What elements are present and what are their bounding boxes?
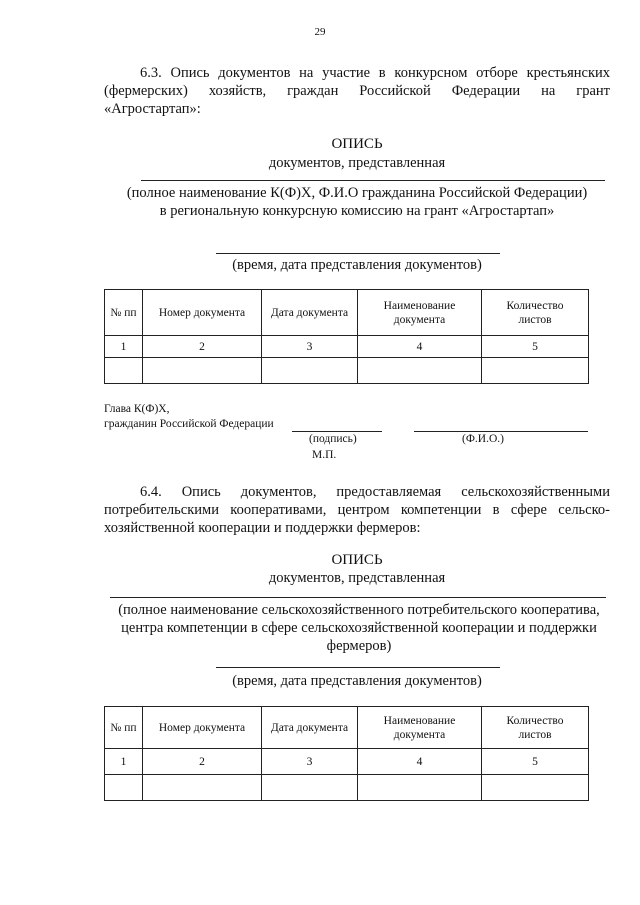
table-cell: 3 [262, 749, 358, 775]
section-6-4-heading [104, 483, 610, 537]
caption-line: (полное наименование сельскохозяйственного потребительского кооператива, [118, 602, 600, 618]
full-name-line [414, 431, 588, 432]
section-6-3-heading [104, 64, 610, 118]
signature-line [292, 431, 382, 432]
section-6-4-title: ОПИСЬ [331, 552, 383, 568]
heading-line: хозяйственной кооперации и поддержки фермеров: [104, 520, 421, 536]
table-row-empty [105, 775, 589, 801]
table-cell-empty [143, 775, 262, 801]
table-row-numbers [105, 749, 589, 775]
signature-label: (подпись) [309, 433, 357, 445]
section-6-3-time-caption: (время, дата представления документов) [232, 257, 482, 273]
table-cell-empty [482, 358, 589, 384]
entity-name-line [141, 180, 605, 181]
heading-line: «Агростартап»: [104, 101, 201, 117]
heading-line: 6.3. Опись документов на участие в конкурсном отборе крестьянских [140, 65, 610, 81]
signature-title-line2: гражданин Российской Федерации [104, 418, 274, 430]
table-cell: 3 [262, 336, 358, 358]
table-cell-empty [358, 775, 482, 801]
table-header-row [105, 707, 589, 749]
table-row-numbers [105, 336, 589, 358]
stamp-label: М.П. [312, 449, 337, 461]
table-cell: 4 [358, 749, 482, 775]
time-date-line [216, 667, 500, 668]
section-6-3-subtitle: документов, представленная [268, 155, 446, 171]
table-row-empty [105, 358, 589, 384]
heading-line: 6.4. Опись документов, предоставляемая сельскохозяйственными [140, 484, 610, 500]
section-6-3-caption [104, 184, 610, 220]
caption-line: центра компетенции в сфере сельскохозяйственной кооперации и поддержки [121, 620, 597, 636]
section-6-4-subtitle: документов, представленная [268, 570, 446, 586]
caption-line: в региональную конкурсную комиссию на грант «Агростартап» [159, 203, 555, 219]
heading-line: (фермерских) хозяйств, граждан Российской Федерации на грант [104, 83, 610, 99]
table-cell-empty [482, 775, 589, 801]
table-cell: 5 [482, 336, 589, 358]
page-number: 29 [314, 26, 326, 38]
header-cell-doc-name: Наименование документа [358, 290, 482, 336]
table-cell: 2 [143, 336, 262, 358]
table-header-row [105, 290, 589, 336]
caption-line: (полное наименование К(Ф)Х, Ф.И.О гражданина Российской Федерации) [126, 185, 588, 201]
section-6-4-caption [104, 601, 614, 655]
table-cell-empty [262, 358, 358, 384]
signature-title-line1: Глава К(Ф)Х, [104, 403, 170, 415]
table-cell: 2 [143, 749, 262, 775]
header-cell-sheet-count: Количество листов [482, 290, 589, 336]
header-cell-doc-number: Номер документа [143, 290, 262, 336]
section-6-3-table [104, 289, 589, 384]
table-cell: 1 [105, 749, 143, 775]
entity-name-line [110, 597, 606, 598]
table-cell-empty [262, 775, 358, 801]
table-cell-empty [143, 358, 262, 384]
header-cell-sheet-count: Количество листов [482, 707, 589, 749]
header-cell-doc-number: Номер документа [143, 707, 262, 749]
header-cell-number: № пп [105, 290, 143, 336]
table-cell: 4 [358, 336, 482, 358]
heading-line: потребительскими кооперативами, центром компетенции в сфере сельско- [104, 502, 610, 518]
full-name-label: (Ф.И.О.) [462, 433, 504, 445]
time-date-line [216, 253, 500, 254]
header-cell-doc-name: Наименование документа [358, 707, 482, 749]
table-cell-empty [358, 358, 482, 384]
header-cell-number: № пп [105, 707, 143, 749]
table-cell: 1 [105, 336, 143, 358]
table-cell-empty [105, 358, 143, 384]
header-cell-doc-date: Дата документа [262, 707, 358, 749]
table-cell: 5 [482, 749, 589, 775]
section-6-4-table [104, 706, 589, 801]
section-6-3-title: ОПИСЬ [331, 136, 383, 152]
header-cell-doc-date: Дата документа [262, 290, 358, 336]
section-6-4-time-caption: (время, дата представления документов) [232, 673, 482, 689]
caption-line: фермеров) [326, 638, 392, 654]
table-cell-empty [105, 775, 143, 801]
